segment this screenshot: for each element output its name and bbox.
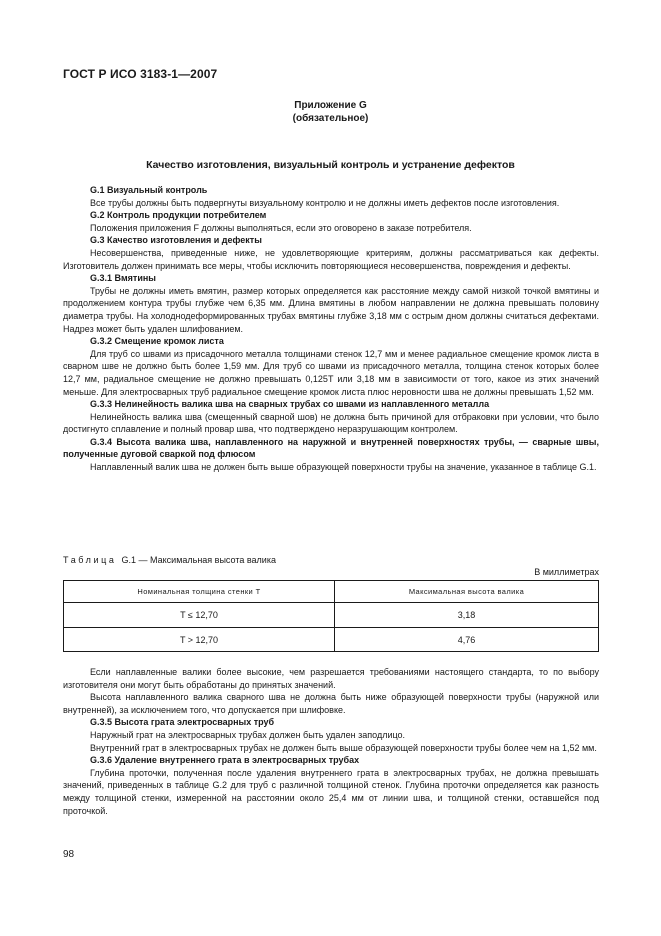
table-cell: 3,18 — [335, 603, 599, 628]
paragraph: Наружный грат на электросварных трубах должен быть удален заподлицо. — [90, 729, 406, 740]
section-heading: G.1 Визуальный контроль — [90, 185, 208, 195]
table-caption-text: G.1 — Максимальная высота валика — [121, 555, 276, 565]
paragraph: Глубина проточки, полученная после удаления внутреннего грата в электросварных трубах, не должна превышать значений, приведенных в таблице G.2 для труб с различной толщиной стенок. Глубина проточки определяется как разность между толщиной стенки, измеренной на расстоянии около 25,4 мм от линии шва, и толщиной стенки, оставшейся под проточкой. — [63, 767, 599, 816]
table-units: В миллиметрах — [534, 567, 599, 577]
paragraph: Несовершенства, приведенные ниже, не удовлетворяющие критериям, должны рассматриваться как дефекты. Изготовитель должен принимать все меры, чтобы исключить повторяющиеся несовершенства, повреждения и дефекты. — [63, 247, 599, 271]
paragraph: Все трубы должны быть подвергнуты визуальному контролю и не должны иметь дефектов после изготовления. — [90, 197, 560, 208]
body-top — [63, 184, 599, 474]
section-heading: G.3.1 Вмятины — [90, 273, 156, 284]
section-heading: G.3 Качество изготовления и дефекты — [90, 235, 262, 246]
table-cell: 4,76 — [335, 628, 599, 652]
paragraph: Трубы не должны иметь вмятин, размер которых определяется как расстояние между самой низкой точкой вмятины и продолжением контура трубы глубже чем 6,35 мм. Длина вмятины в любом направлении не должна превышать половину диаметра трубы. На холоднодеформированных трубах вмятины глубже 3,18 мм с острым дном должны считаться дефектами. Надрез может быть удален шлифованием. — [63, 285, 599, 334]
table-cell: T ≤ 12,70 — [64, 603, 335, 628]
body-bottom — [63, 666, 599, 817]
paragraph: Высота наплавленного валика сварного шва не должна быть ниже образующей поверхности трубы (наружной или внутренней), за исключением того, что допускается при шлифовке. — [63, 692, 599, 715]
paragraph: Нелинейность валика шва (смещенный сварной шов) не должна быть причиной для отбраковки при условии, что было достигнуто сплавление и полный провар шва, что подтверждено неразрушающим контролем. — [63, 411, 599, 435]
main-title: Качество изготовления, визуальный контроль и устранение дефектов — [146, 159, 515, 171]
section-heading: G.3.2 Смещение кромок листа — [90, 336, 224, 347]
paragraph: Внутренний грат в электросварных трубах не должен быть выше образующей поверхности трубы более чем на 1,52 мм. — [90, 742, 597, 753]
table-header-row — [64, 581, 599, 603]
table-caption — [63, 555, 599, 565]
table-header-cell: Максимальная высота валика — [335, 581, 599, 603]
paragraph: Для труб со швами из присадочного металла толщинами стенок 12,7 мм и менее радиальное смещение кромок листа в сварном шве не должно быть более 1,59 мм. Для труб со швами из присадочного металла, толщина стенок которых более 12,7 мм, радиальное смещение не должно превышать 0,125T или 3,18 мм в зависимости от того, какое из этих значений меньше. Для электросварных труб радиальное смещение кромок листа плюс неровности шва не должны превышать 1,52 мм. — [63, 348, 599, 397]
section-heading: G.3.6 Удаление внутреннего грата в электросварных трубах — [90, 755, 360, 766]
section-heading: G.3.5 Высота грата электросварных труб — [90, 717, 275, 728]
annex-title: Приложение G — [294, 100, 367, 111]
paragraph: Наплавленный валик шва не должен быть выше образующей поверхности трубы на значение, указанное в таблице G.1. — [90, 462, 597, 473]
paragraph: Если наплавленные валики более высокие, чем разрешается требованиями настоящего стандарта, то по выбору изготовителя они могут быть обработаны до принятых значений. — [63, 667, 599, 690]
table-row — [64, 628, 599, 652]
section-heading: G.2 Контроль продукции потребителем — [90, 210, 267, 221]
table-row — [64, 603, 599, 628]
annex-status: (обязательное) — [292, 113, 369, 124]
table-cell: T > 12,70 — [64, 628, 335, 652]
paragraph: Положения приложения F должны выполняться, если это оговорено в заказе потребителя. — [90, 222, 472, 233]
table-header-cell: Номинальная толщина стенки T — [64, 581, 335, 603]
document-id: ГОСТ Р ИСО 3183-1—2007 — [63, 67, 218, 81]
table-caption-label: Таблица — [63, 555, 117, 565]
data-table — [63, 580, 599, 652]
section-heading: G.3.4 Высота валика шва, наплавленного на наружной и внутренней поверхностях трубы, — сварные швы, полученные дуговой сваркой под флюсом — [63, 436, 599, 460]
page-number: 98 — [63, 849, 75, 860]
section-heading: G.3.3 Нелинейность валика шва на сварных трубах со швами из наплавленного металла — [90, 399, 490, 410]
